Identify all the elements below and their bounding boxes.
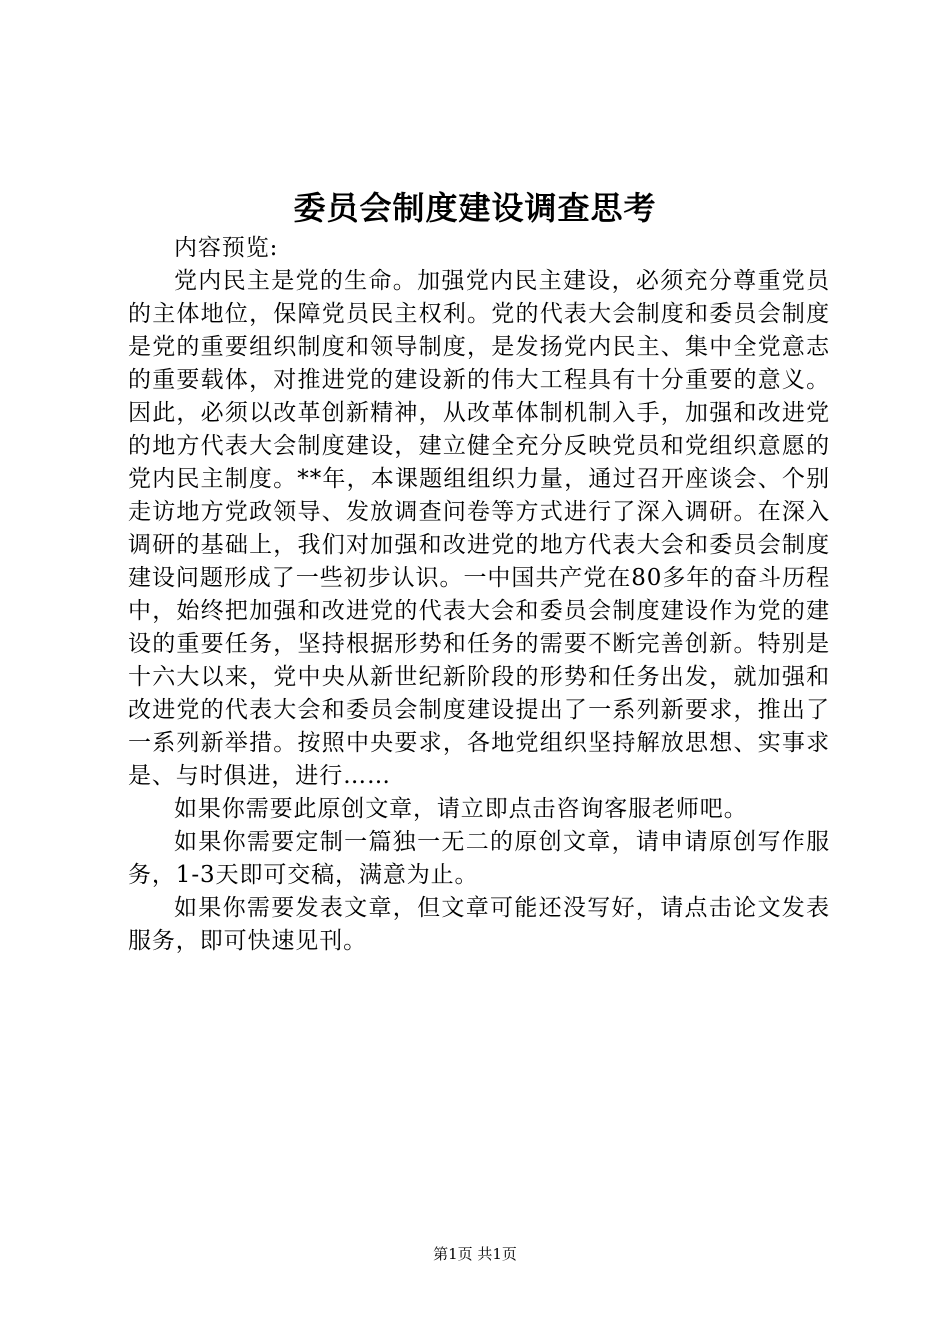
- preview-label: 内容预览:: [174, 235, 279, 261]
- publish-service-paragraph: 如果你需要发表文章，但文章可能还没写好，请点击论文发表服务，即可快速见刊。: [128, 895, 830, 954]
- preview-paragraph: 党内民主是党的生命。加强党内民主建设，必须充分尊重党员的主体地位，保障党员民主权利。党的代表大会制度和委员会制度是党的重要组织制度和领导制度，是发扬党内民主、集中全党意志的重要载体，对推进党的建设新的伟大工程具有十分重要的意义。因此，必须以改革创新精神，从改革体制机制入手，加强和改进党的地方代表大会制度建设，建立健全充分反映党员和党组织意愿的党内民主制度。**年，本课题组组织力量，通过召开座谈会、个别走访地方党政领导、发放调查问卷等方式进行了深入调研。在深入调研的基础上，我们对加强和改进党的地方代表大会和委员会制度建设问题形成了一些初步认识。一中国共产党在80多年的奋斗历程中，始终把加强和改进党的代表大会和委员会制度建设作为党的建设的重要任务，坚持根据形势和任务的需要不断完善创新。特别是十六大以来，党中央从新世纪新阶段的形势和任务出发，就加强和改进党的代表大会和委员会制度建设提出了一系列新要求，推出了一系列新举措。按照中央要求，各地党组织坚持解放思想、实事求是、与时俱进，进行……: [128, 268, 830, 789]
- consult-paragraph: 如果你需要此原创文章，请立即点击咨询客服老师吧。: [174, 796, 748, 822]
- document-title: 委员会制度建设调查思考: [293, 189, 657, 227]
- custom-writing-paragraph: 如果你需要定制一篇独一无二的原创文章，请申请原创写作服务，1-3天即可交稿，满意为止。: [128, 829, 830, 888]
- document-body: [128, 232, 830, 958]
- page-number-footer: 第1页 共1页: [433, 1245, 517, 1263]
